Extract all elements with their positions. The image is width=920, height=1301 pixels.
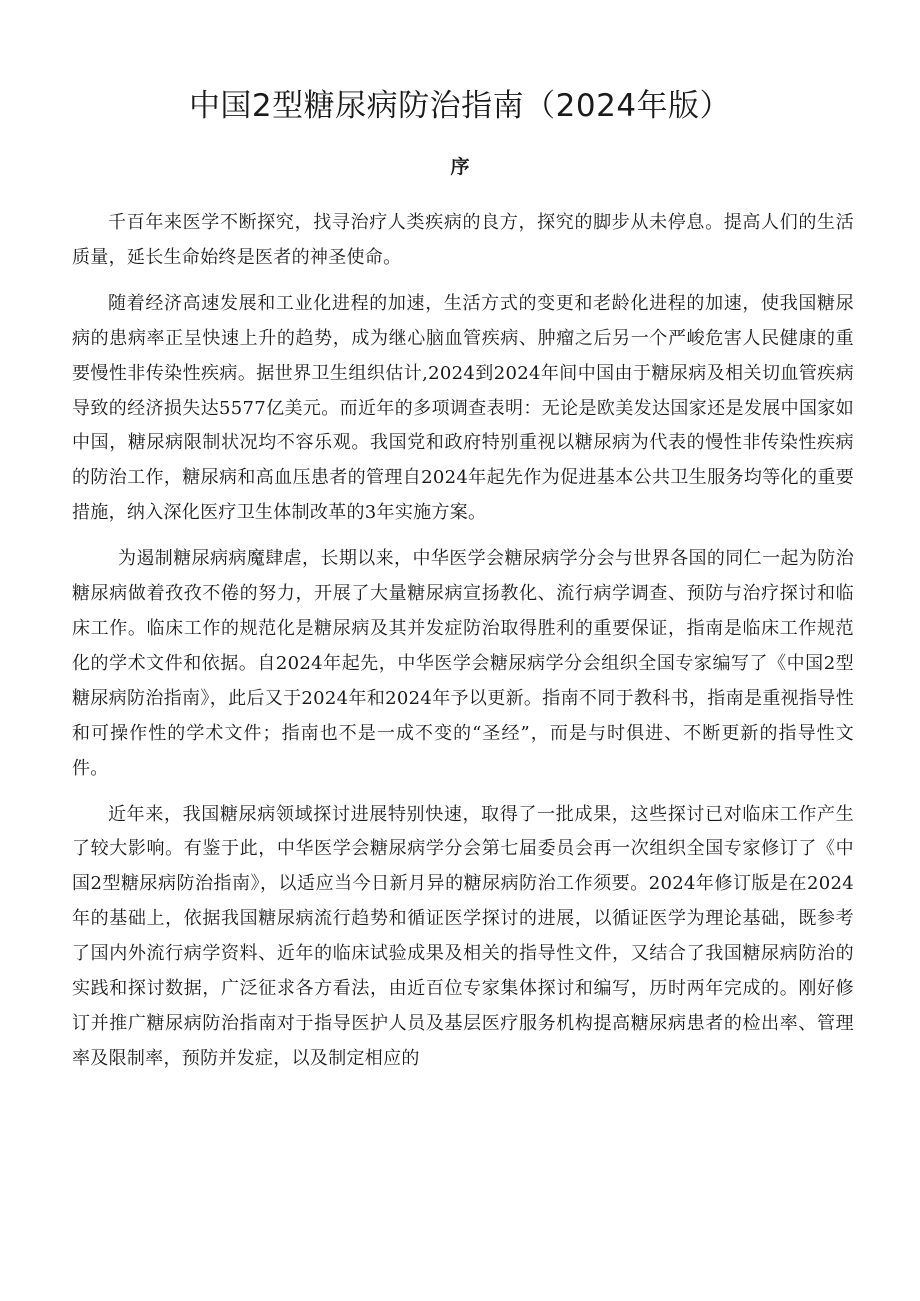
paragraph: 千百年来医学不断探究，找寻治疗人类疾病的良方，探究的脚步从未停息。提高人们的生活质量，延长生命始终是医者的神圣使命。 [72, 212, 854, 268]
paragraph: 随着经济高速发展和工业化进程的加速，生活方式的变更和老龄化进程的加速，使我国糖尿病的患病率正呈快速上升的趋势，成为继心脑血管疾病、肿瘤之后另一个严峻危害人民健康的重要慢性非传染性疾病。据世界卫生组织估计,2024到2024年间中国由于糖尿病及相关切血管疾病导致的经济损失达5577亿美元。而近年的多项调查表明：无论是欧美发达国家还是发展中国家如中国，糖尿病限制状况均不容乐观。我国党和政府特别重视以糖尿病为代表的慢性非传染性疾病的防治工作，糖尿病和高血压患者的管理自2024年起先作为促进基本公共卫生服务均等化的重要措施，纳入深化医疗卫生体制改革的3年实施方案。 [72, 292, 854, 524]
document-title: 中国2型糖尿病防治指南（2024年版） [188, 88, 732, 124]
paragraph: 近年来，我国糖尿病领域探讨进展特别快速，取得了一批成果，这些探讨已对临床工作产生了较大影响。有鉴于此，中华医学会糖尿病学分会第七届委员会再一次组织全国专家修订了《中国2型糖尿病防治指南》，以适应当今日新月异的糖尿病防治工作须要。2024年修订版是在2024年的基础上，依据我国糖尿病流行趋势和循证医学探讨的进展，以循证医学为理论基础，既参考了国内外流行病学资料、近年的临床试验成果及相关的指导性文件，又结合了我国糖尿病防治的实践和探讨数据，广泛征求各方看法，由近百位专家集体探讨和编写，历时两年完成的。刚好修订并推广糖尿病防治指南对于指导医护人员及基层医疗服务机构提高糖尿病患者的检出率、管理率及限制率，预防并发症，以及制定相应的 [72, 803, 854, 1069]
section-heading-preface: 序 [450, 156, 470, 178]
body-text [72, 206, 854, 1088]
paragraph: 为遏制糖尿病病魔肆虐，长期以来，中华医学会糖尿病学分会与世界各国的同仁一起为防治糖尿病做着孜孜不倦的努力，开展了大量糖尿病宣扬教化、流行病学调查、预防与治疗探讨和临床工作。临床工作的规范化是糖尿病及其并发症防治取得胜利的重要保证，指南是临床工作规范化的学术文件和依据。自2024年起先，中华医学会糖尿病学分会组织全国专家编写了《中国2型糖尿病防治指南》，此后又于2024年和2024年予以更新。指南不同于教科书，指南是重视指导性和可操作性的学术文件；指南也不是一成不变的“圣经”，而是与时俱进、不断更新的指导性文件。 [72, 548, 854, 779]
